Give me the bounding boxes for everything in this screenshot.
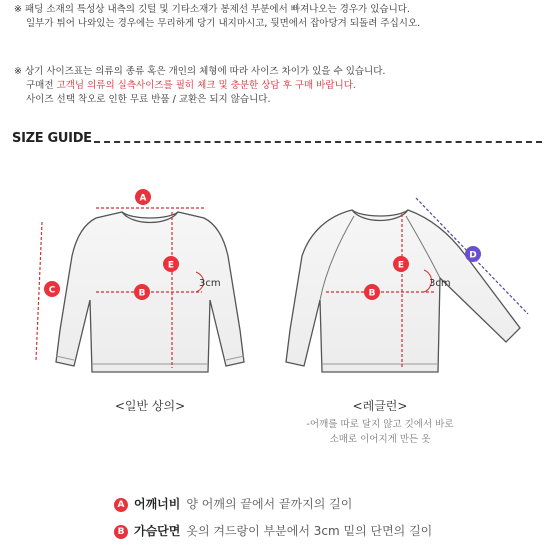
- size-guide-divider: [94, 141, 542, 143]
- caption-raglan: <레글런>: [352, 399, 408, 413]
- label-e-basic: [163, 256, 179, 272]
- legend-badge-a: A: [114, 498, 128, 512]
- svg-text:B: B: [138, 288, 146, 299]
- legend-desc-chest: 옷의 겨드랑이 부분에서 3cm 밑의 단면의 길이: [186, 524, 433, 538]
- legend-term-chest: 가슴단면: [134, 524, 181, 538]
- basic-c-line: [36, 222, 42, 360]
- raglan-shirt-outline: [286, 210, 520, 372]
- legend-item-b: [114, 522, 432, 539]
- raglan-shirt: [286, 198, 528, 372]
- label-c-basic: [44, 281, 60, 297]
- notice-padding: [14, 3, 420, 31]
- svg-text:C: C: [48, 285, 56, 296]
- size-guide-title: SIZE GUIDE: [12, 131, 92, 146]
- size-diagram: [0, 160, 550, 400]
- svg-text:B: B: [368, 288, 376, 299]
- notice-size-line-2: [14, 79, 385, 93]
- notice-padding-line-1: ※ 패딩 소재의 특성상 내측의 깃털 및 기타소재가 봉제선 부분에서 빠져나오는 경우가 있습니다.: [14, 4, 410, 15]
- notice-size-warning: 고객님 의류의 실측사이즈를 필히 체크 및 충분한 상담 후 구매 바랍니다.: [56, 80, 356, 91]
- label-e-raglan: [393, 256, 409, 272]
- svg-text:D: D: [469, 250, 477, 261]
- legend-term-shoulder: 어깨너비: [134, 497, 181, 511]
- label-b-raglan: [364, 284, 380, 300]
- notice-size-line-2-prefix: 구매전: [26, 80, 57, 91]
- raglan-3cm-label: 3cm: [429, 278, 451, 289]
- notice-size-line-3: 사이즈 선택 착오로 인한 무료 반품 / 교환은 되지 않습니다.: [26, 94, 271, 105]
- basic-3cm-label: 3cm: [199, 278, 221, 289]
- svg-text:E: E: [397, 260, 405, 271]
- legend-desc-shoulder: 양 어깨의 끝에서 끝까지의 길이: [186, 497, 353, 511]
- raglan-description: [270, 417, 490, 447]
- legend-item-a: [114, 495, 352, 512]
- legend-badge-b: B: [114, 525, 128, 539]
- caption-basic-top: <일반 상의>: [114, 399, 186, 413]
- svg-text:A: A: [139, 193, 147, 204]
- notice-size: [14, 65, 385, 107]
- notice-padding-line-2: 일부가 튀어 나와있는 경우에는 무리하게 당기 내지마시고, 뒷면에서 잡아당겨 되돌려 주십시오.: [26, 18, 421, 29]
- label-a-basic: [135, 189, 151, 205]
- svg-text:E: E: [167, 260, 175, 271]
- basic-shirt: [36, 189, 244, 372]
- size-guide-header: [12, 129, 550, 151]
- raglan-description-line-2: 소매로 이어지게 만든 옷: [329, 434, 431, 445]
- raglan-description-line-1: -어깨를 따로 달지 않고 깃에서 바로: [306, 419, 454, 430]
- notice-size-line-1: ※ 상기 사이즈표는 의류의 종류 혹은 개인의 체형에 따라 사이즈 차이가 있을 수 있습니다.: [14, 66, 386, 77]
- label-d-raglan: [465, 246, 481, 262]
- label-b-basic: [134, 284, 150, 300]
